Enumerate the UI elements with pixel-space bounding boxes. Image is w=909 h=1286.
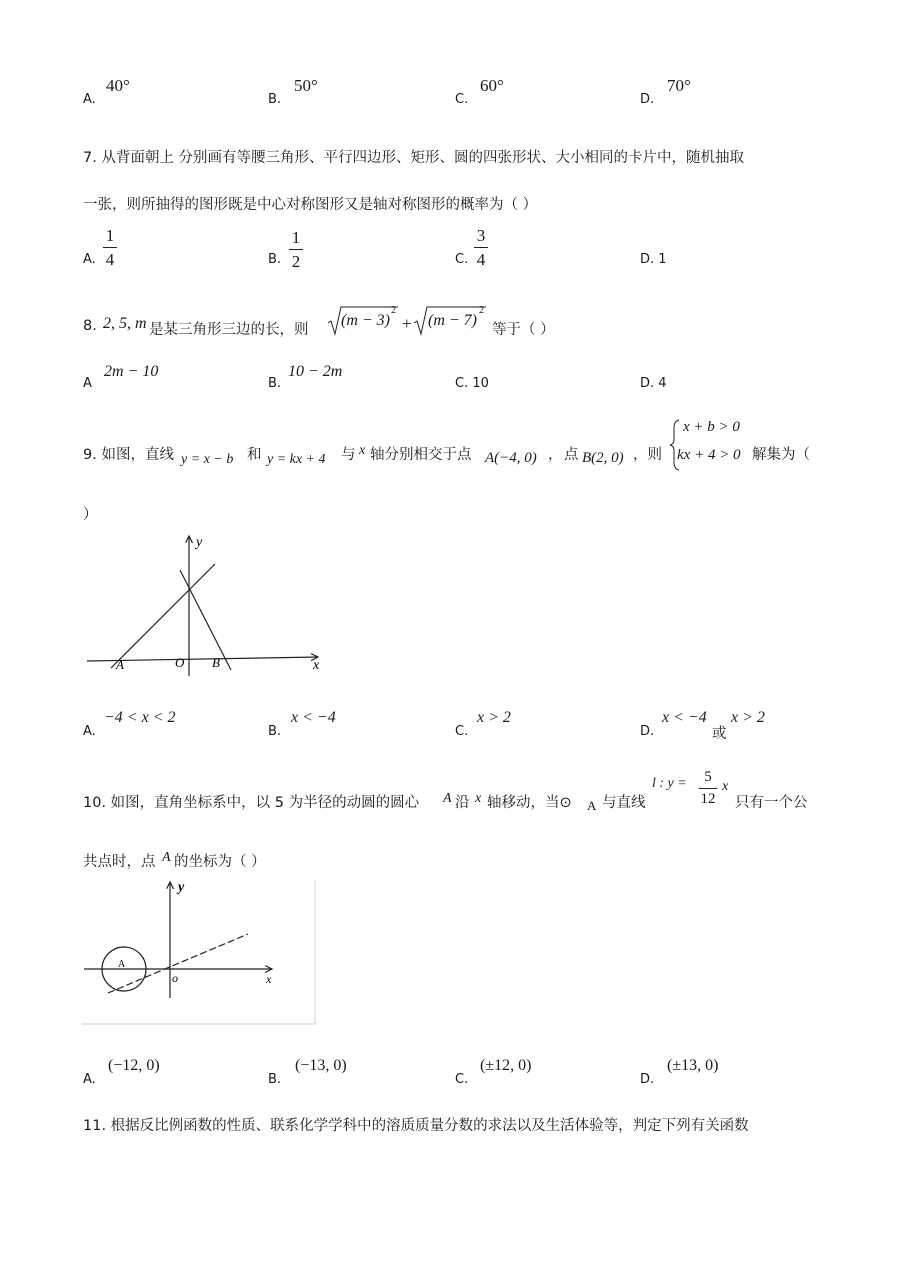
q8-plus: +: [402, 314, 412, 333]
q7-option-b-fraction: 1 2: [289, 229, 303, 270]
q10-line-x: x: [722, 779, 729, 794]
q9-and: 和: [247, 447, 262, 463]
q7-option-d: D. 1: [640, 252, 667, 267]
q8-text-mid: 是某三角形三边的长，则: [149, 322, 309, 338]
q9-with: 与: [341, 447, 356, 463]
q8-option-a-value: 2m − 10: [104, 363, 159, 380]
q9-line-a: y = x − b: [181, 452, 234, 467]
q8-text-suffix: 等于（ ）: [492, 322, 555, 338]
q8-option-c: C. 10: [455, 376, 489, 391]
q9-option-d-or: 或: [712, 726, 727, 742]
q9-close-paren: ）: [83, 507, 98, 523]
q10-with-line: 与直线: [602, 795, 646, 811]
q10-prefix: 10. 如图，直角坐标系中，以 5 为半径的动圆的圆心: [83, 795, 420, 811]
q10-circle-a: A: [587, 798, 597, 813]
q8-option-d: D. 4: [640, 376, 667, 391]
q10-option-c-value: (±12, 0): [480, 1057, 532, 1074]
q8-exponent-2: 2: [479, 305, 484, 316]
q6-option-b-value: 50°: [294, 76, 318, 95]
q6-option-c-value: 60°: [480, 76, 504, 95]
q9-option-d-value-1: x < −4: [662, 709, 707, 726]
q9-system-eq-2: kx + 4 > 0: [677, 447, 741, 463]
q9-solution-set-text: 解集为（: [752, 447, 810, 463]
q9-x-var: x: [359, 443, 366, 458]
q9-option-c-letter: C.: [455, 724, 469, 739]
q9-option-d-letter: D.: [640, 724, 655, 739]
q10-move: 轴移动，当⊙: [487, 795, 572, 811]
q8-option-a-letter: A: [83, 376, 92, 391]
q10-line2-pre: 共点时，点: [83, 854, 156, 870]
q9-point-a: A(−4, 0): [485, 450, 537, 466]
q7-line-1: 7. 从背面朝上 分别画有等腰三角形、平行四边形、矩形、圆的四张形状、大小相同的卡片中，随机抽取: [83, 150, 745, 166]
q6-option-a-letter: A.: [83, 92, 96, 107]
q9-option-a-value: −4 < x < 2: [104, 709, 176, 726]
q7-option-b-letter: B.: [268, 252, 282, 267]
q10-x-var: x: [475, 791, 482, 806]
q9-fig-y-label: y: [196, 535, 203, 550]
q10-slope-fraction: 5 12: [700, 769, 716, 807]
q10-line-l: [108, 934, 248, 993]
q8-number: 8.: [83, 318, 97, 334]
q8-option-b-value: 10 − 2m: [288, 363, 343, 380]
q10-fig-a-label: A: [118, 959, 126, 970]
q9-comma: ，: [548, 447, 563, 463]
q11-line-1: 11. 根据反比例函数的性质、联系化学学科中的溶质质量分数的求法以及生活体验等，判定下列有关函数: [83, 1118, 749, 1134]
q9-text-2: 轴分别相交于点: [370, 447, 472, 463]
q10-fig-y-label: y: [178, 880, 185, 895]
q6-option-a-value: 40°: [106, 76, 130, 95]
q8-exponent-1: 2: [391, 305, 396, 316]
q10-line2-a: A: [162, 850, 171, 865]
q9-prefix: 9. 如图，直线: [83, 447, 174, 463]
q9-point-word: 点: [564, 447, 579, 463]
q6-option-c-letter: C.: [455, 92, 469, 107]
q9-fig-origin-label: O: [175, 655, 185, 670]
q7-option-c-fraction: 3 4: [474, 227, 488, 268]
q9-option-d-value-2: x > 2: [731, 709, 765, 726]
q9-system-eq-1: x + b > 0: [683, 419, 740, 435]
q9-line-b: y = kx + 4: [267, 452, 326, 467]
q10-line2-post: 的坐标为（ ）: [174, 854, 266, 870]
q10-option-a-value: (−12, 0): [108, 1057, 160, 1074]
q8-option-b-letter: B.: [268, 376, 282, 391]
q6-option-d-value: 70°: [667, 76, 691, 95]
q10-along: 沿: [455, 795, 470, 811]
q7-option-a-fraction: 1 4: [103, 227, 117, 268]
q9-option-b-value: x < −4: [291, 709, 336, 726]
q8-radicand-2: (m − 7): [428, 312, 478, 329]
q9-then: ，则: [633, 447, 662, 463]
q9-fig-b-label: B: [212, 655, 220, 670]
q10-a-var: A: [443, 791, 452, 806]
q8-radicand-1: (m − 3): [341, 312, 391, 329]
q9-point-b: B(2, 0): [582, 450, 624, 466]
q9-fig-a-label: A: [116, 657, 124, 672]
q9-option-b-letter: B.: [268, 724, 282, 739]
q10-figure: [82, 876, 318, 1028]
q9-fig-x-label: x: [313, 658, 320, 673]
q10-option-a-letter: A.: [83, 1072, 96, 1087]
q9-option-c-value: x > 2: [477, 709, 511, 726]
q10-line-l: l : y =: [652, 776, 687, 791]
q7-line-2: 一张，则所抽得的图形既是中心对称图形又是轴对称图形的概率为（ ）: [83, 197, 538, 213]
q10-tail: 只有一个公: [735, 795, 808, 811]
q6-option-b-letter: B.: [268, 92, 282, 107]
q7-option-a-letter: A.: [83, 252, 96, 267]
q6-option-d-letter: D.: [640, 92, 655, 107]
q10-option-b-letter: B.: [268, 1072, 282, 1087]
q9-line-y-eq-x-minus-b: [111, 564, 215, 668]
q10-fig-x-label: x: [266, 972, 272, 986]
q10-option-b-value: (−13, 0): [295, 1057, 347, 1074]
q10-option-d-value: (±13, 0): [667, 1057, 719, 1074]
q10-option-c-letter: C.: [455, 1072, 469, 1087]
q10-fig-origin-label: o: [172, 971, 178, 985]
q10-option-d-letter: D.: [640, 1072, 655, 1087]
q9-figure: [83, 530, 333, 680]
q9-option-a-letter: A.: [83, 724, 96, 739]
q8-sides: 2, 5, m: [103, 315, 147, 332]
q7-option-c-letter: C.: [455, 252, 469, 267]
q9-line-y-eq-kx-plus-4: [180, 570, 231, 670]
